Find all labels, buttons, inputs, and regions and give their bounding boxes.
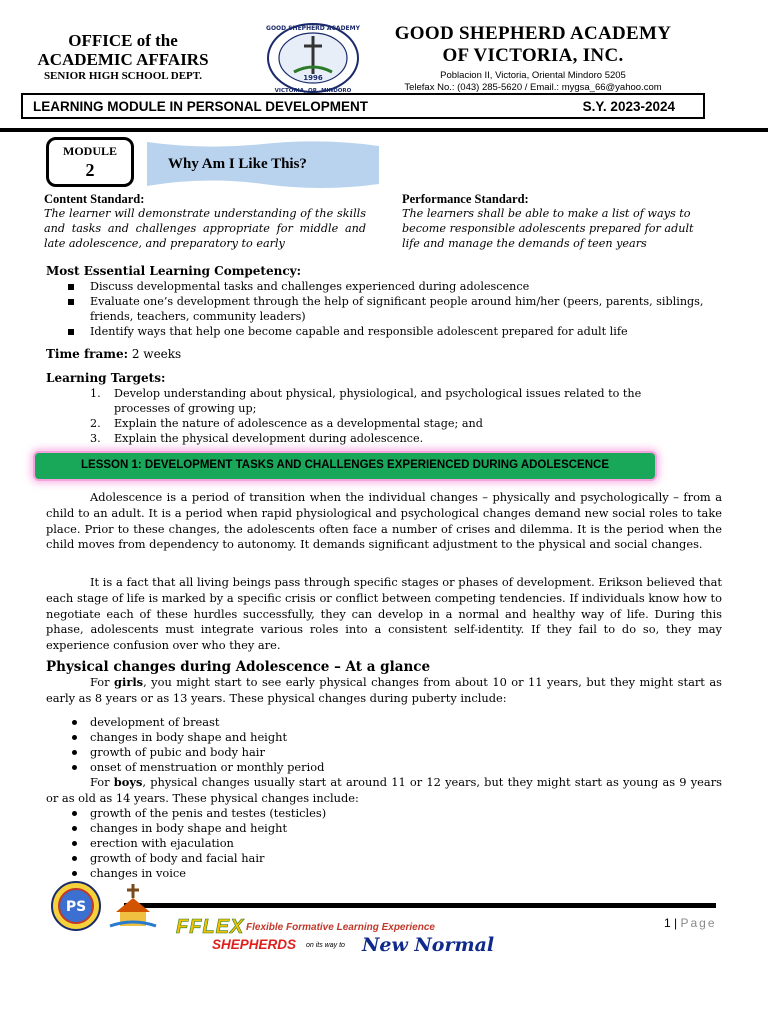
school-year: S.Y. 2023-2024 — [582, 99, 675, 114]
learning-target-item: 2. Explain the nature of adolescence as a developmental stage; and — [90, 417, 483, 430]
svg-text:GOOD SHEPHERD ACADEMY: GOOD SHEPHERD ACADEMY — [266, 25, 360, 32]
header-divider — [0, 128, 768, 132]
footer-divider — [124, 903, 716, 908]
school-name-line-1: GOOD SHEPHERD ACADEMY — [394, 23, 672, 44]
performance-standard-heading: Performance Standard: — [402, 192, 529, 206]
time-frame — [46, 347, 181, 361]
on-its-way-text: on its way to — [306, 942, 345, 949]
learning-target-item: 1. Develop understanding about physical, physiological, and psychological issues related to the processes of growing up; — [90, 387, 642, 415]
performance-standard-body: The learners shall be able to make a list of ways to become responsible adolescents prepared for adult life and manage the demands of teen years — [402, 207, 694, 250]
school-name-line-2: OF VICTORIA, INC. — [442, 45, 624, 66]
list-item: changes in body shape and height — [72, 821, 712, 836]
shepherds-brand: SHEPHERDS — [212, 937, 297, 952]
fflex-tagline: Flexible Formative Learning Experience — [246, 922, 435, 933]
page-number-value: 1 — [664, 916, 671, 930]
fflex-brand: FFLEX — [176, 916, 245, 938]
list-item: growth of body and facial hair — [72, 851, 712, 866]
content-standard-body: The learner will demonstrate understanding of the skills and tasks and challenges appropriate for middle and late adolescence, and preparatory to early — [44, 207, 366, 250]
module-title-bar — [21, 93, 705, 119]
paragraph-girls: For girls, you might start to see early physical changes from about 10 or 11 years, but they might start as early as 8 years or as 13 years. These physical changes during puberty include: — [46, 675, 722, 705]
melc-item: Evaluate one’s development through the help of significant people around him/her (peers, parents, siblings, friends, teachers, community leaders) — [66, 294, 706, 324]
paragraph-adolescence: Adolescence is a period of transition when the individual changes – physically and psychologically – from a child to an adult. It is a period when rapid physiological and psychological changes demand new social roles to take place. Prior to these changes, the adolescents often face a number of crises and dilemma. It is the period when the child moves from dependency to autonomy. It demands significant adjustment to the physical and social changes. — [46, 490, 722, 552]
melc-item: Identify ways that help one become capable and responsible adolescent prepared for adult life — [66, 324, 706, 339]
lesson-banner — [35, 453, 655, 479]
office-line-1: OFFICE of the — [68, 31, 178, 50]
melc-heading: Most Essential Learning Competency: — [46, 264, 302, 278]
melc-list — [66, 279, 706, 339]
time-frame-value: 2 weeks — [131, 347, 182, 361]
list-item: onset of menstruation or monthly period — [72, 760, 712, 775]
new-normal-brand: New Normal — [362, 934, 495, 956]
content-standard-heading: Content Standard: — [44, 192, 145, 206]
page-label: Page — [680, 916, 717, 930]
school-program-logo-icon — [50, 880, 102, 932]
learning-targets-heading: Learning Targets: — [46, 371, 166, 385]
church-logo-icon — [108, 882, 158, 930]
list-item: development of breast — [72, 715, 712, 730]
office-line-2: ACADEMIC AFFAIRS — [37, 50, 209, 69]
paragraph-boys: For boys, physical changes usually start at around 11 or 12 years, but they might start as young as 9 years or as old as 14 years. These physical changes include: — [46, 775, 722, 805]
list-item: growth of pubic and body hair — [72, 745, 712, 760]
list-item: changes in voice — [72, 866, 712, 881]
learning-targets-list — [90, 386, 690, 446]
school-header — [368, 23, 698, 94]
page-number — [664, 916, 717, 930]
list-item: erection with ejaculation — [72, 836, 712, 851]
boys-changes-list — [72, 806, 712, 881]
module-title: LEARNING MODULE IN PERSONAL DEVELOPMENT — [33, 99, 369, 114]
girls-changes-list — [72, 715, 712, 775]
office-header — [28, 32, 218, 83]
module-number: 2 — [85, 160, 95, 180]
module-number-box — [46, 137, 134, 187]
physical-changes-heading: Physical changes during Adolescence – At a glance — [46, 659, 431, 675]
school-address: Poblacion II, Victoria, Oriental Mindoro 5205 — [440, 70, 626, 81]
school-seal-logo — [266, 22, 360, 94]
module-label: MODULE — [63, 144, 117, 158]
svg-text:1996: 1996 — [303, 74, 323, 82]
svg-text:VICTORIA, OR. MINDORO: VICTORIA, OR. MINDORO — [274, 88, 352, 94]
list-item: growth of the penis and testes (testicles) — [72, 806, 712, 821]
module-title-text: Why Am I Like This? — [168, 156, 307, 172]
school-contact: Telefax No.: (043) 285-5620 / Email.: mygsa_66@yahoo.com — [404, 82, 662, 93]
office-line-3: SENIOR HIGH SCHOOL DEPT. — [43, 70, 203, 82]
lesson-title: LESSON 1: DEVELOPMENT TASKS AND CHALLENGES EXPERIENCED DURING ADOLESCENCE — [81, 459, 609, 471]
list-item: changes in body shape and height — [72, 730, 712, 745]
learning-target-item: 3. Explain the physical development during adolescence. — [90, 432, 424, 445]
paragraph-erikson: It is a fact that all living beings pass through specific stages or phases of development. Erikson believed that each stage of life is marked by a specific crisis or conflict between competing tendencies. If individuals know how to negotiate each of these hurdles successfully, they can develop in a normal and healthy way of life. During this phase, adolescents must integrate various roles into a consistent self-identity. If they fail to do so, they may experience confusion over who they are. — [46, 575, 722, 653]
melc-item: Discuss developmental tasks and challenges experienced during adolescence — [66, 279, 706, 294]
time-frame-label: Time frame: — [46, 347, 129, 361]
page-separator: | — [674, 916, 678, 930]
svg-text:PS: PS — [65, 899, 87, 915]
